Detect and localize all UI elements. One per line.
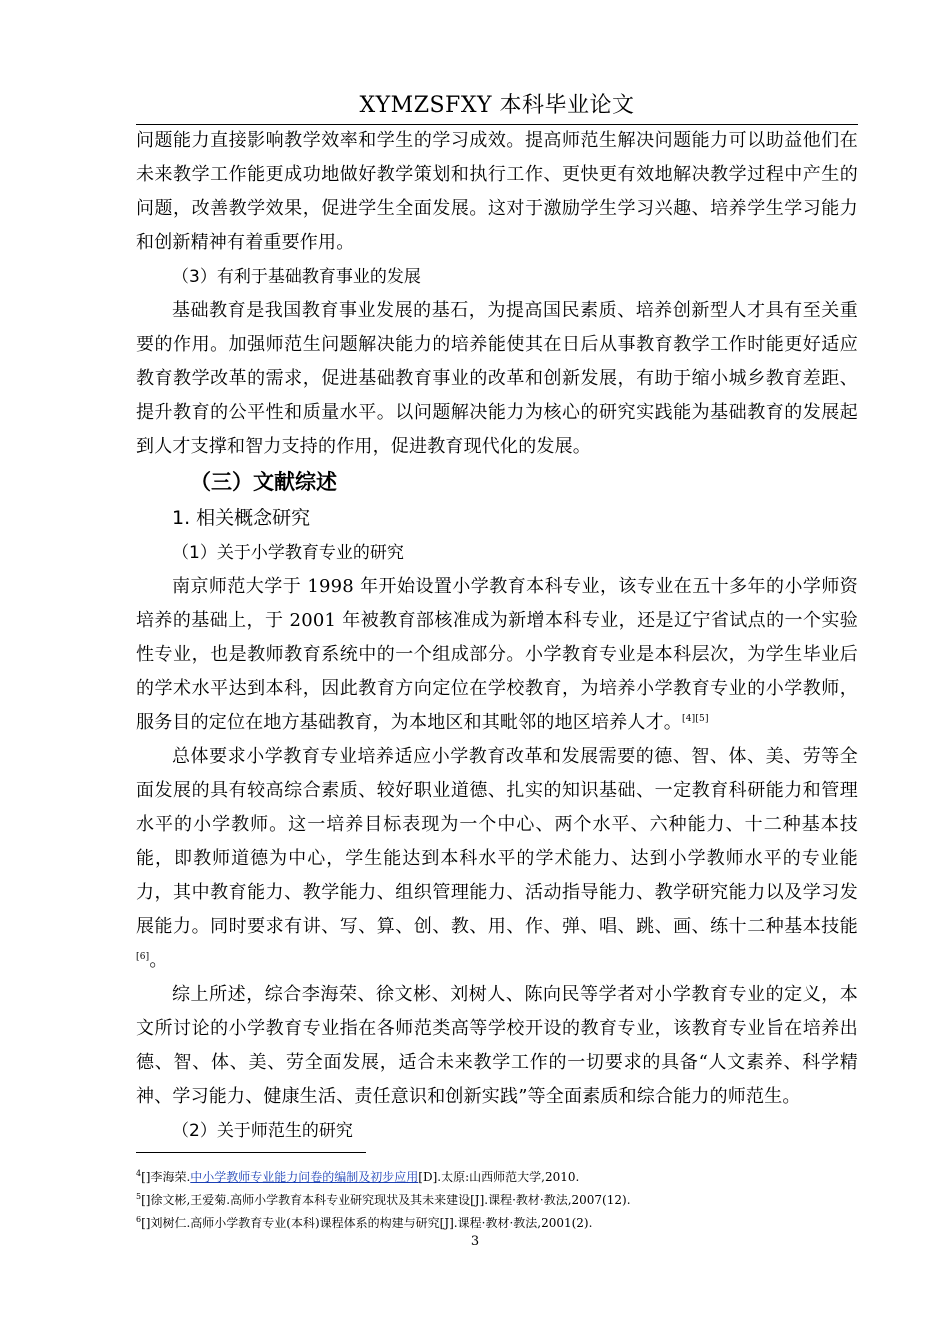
paragraph-overall-requirements-text: 总体要求小学教育专业培养适应小学教育改革和发展需要的德、智、体、美、劳等全面发展的具有较高综合素质、较好职业道德、扎实的知识基础、一定教育科研能力和管理水平的小学教师。这一培养目标表现为一个中心、两个水平、六种能力、十二种基本技能，即教师道德为中心，学生能达到本科水平的学术能力、达到小学教师水平的专业能力，其中教育能力、教学能力、组织管理能力、活动指导能力、教学研究能力以及学习发展能力。同时要求有讲、写、算、创、教、用、作、弹、唱、跳、画、练十二种基本技能 <box>136 746 858 937</box>
paragraph-nanjing-normal-text: 南京师范大学于 1998 年开始设置小学教育本科专业，该专业在五十多年的小学师资培养的基础上，于 2001 年被教育部核准成为新增本科专业，还是辽宁省试点的一个实验性专业，也是教师教育系统中的一个组成部分。小学教育专业是本科层次，为学生毕业后的学术水平达到本科，因此教育方向定位在学校教育，为培养小学教育专业的小学教师，服务目的定位在地方基础教育，为本地区和其毗邻的地区培养人才。 <box>136 576 858 733</box>
paragraph-summary: 综上所述，综合李海荣、徐文彬、刘树人、陈向民等学者对小学教育专业的定义，本文所讨论的小学教育专业指在各师范类高等学校开设的教育专业，该教育专业旨在培养出德、智、体、美、劳全面发展，适合未来教学工作的一切要求的具备“人文素养、科学精神、学习能力、健康生活、责任意识和创新实践”等全面素质和综合能力的师范生。 <box>136 984 858 1107</box>
footnote-text: []徐文彬,王爱菊.高师小学教育本科专业研究现状及其未来建设[J].课程·教材·教法,2007(12). <box>141 1193 631 1207</box>
footnote-prefix: []李海荣. <box>141 1170 191 1184</box>
footnotes <box>136 1164 858 1233</box>
footnote-number: 4 <box>136 1169 142 1178</box>
subheading-1: （1）关于小学教育专业的研究 <box>172 543 404 563</box>
citation-4-5[interactable]: [4][5] <box>682 714 709 724</box>
footnote-suffix: [D].太原:山西师范大学,2010. <box>418 1170 580 1184</box>
footnote-separator <box>136 1152 366 1153</box>
footnote-6 <box>136 1210 858 1233</box>
subheading-2: （2）关于师范生的研究 <box>172 1121 353 1141</box>
citation-6[interactable]: [6] <box>136 952 150 962</box>
footnote-text: []刘树仁.高师小学教育专业(本科)课程体系的构建与研究[J].课程·教材·教法,2001(2). <box>141 1216 593 1230</box>
footnote-4 <box>136 1164 858 1187</box>
paragraph-continued: 问题能力直接影响教学效率和学生的学习成效。提高师范生解决问题能力可以助益他们在未来教学工作能更成功地做好教学策划和执行工作、更快更有效地解决教学过程中产生的问题，改善教学效果，促进学生全面发展。这对于激励学生学习兴趣、培养学生学习能力和创新精神有着重要作用。 <box>136 130 858 253</box>
paragraph-end-mark: 。 <box>149 950 168 971</box>
footnote-number: 5 <box>136 1192 142 1201</box>
running-header: XYMZSFXY 本科毕业论文 <box>359 93 635 118</box>
footnote-number: 6 <box>136 1215 142 1224</box>
subheading-3: （3）有利于基础教育事业的发展 <box>172 267 421 287</box>
body-text <box>136 124 858 1148</box>
section-heading: （三）文献综述 <box>190 470 337 494</box>
paragraph-basic-education: 基础教育是我国教育事业发展的基石，为提高国民素质、培养创新型人才具有至关重要的作用。加强师范生问题解决能力的培养能使其在日后从事教育教学工作时能更好适应教育教学改革的需求，促进基础教育事业的改革和创新发展，有助于缩小城乡教育差距、提升教育的公平性和质量水平。以问题解决能力为核心的研究实践能为基础教育的发展起到人才支撑和智力支持的作用，促进教育现代化的发展。 <box>136 300 858 457</box>
topic-heading: 1. 相关概念研究 <box>172 507 311 529</box>
page-number: 3 <box>470 1234 480 1249</box>
footnote-5 <box>136 1187 858 1210</box>
paragraph-overall-requirements <box>136 740 858 978</box>
paragraph-nanjing-normal <box>136 570 858 740</box>
footnote-link[interactable]: 中小学教师专业能力问卷的编制及初步应用 <box>190 1170 419 1184</box>
